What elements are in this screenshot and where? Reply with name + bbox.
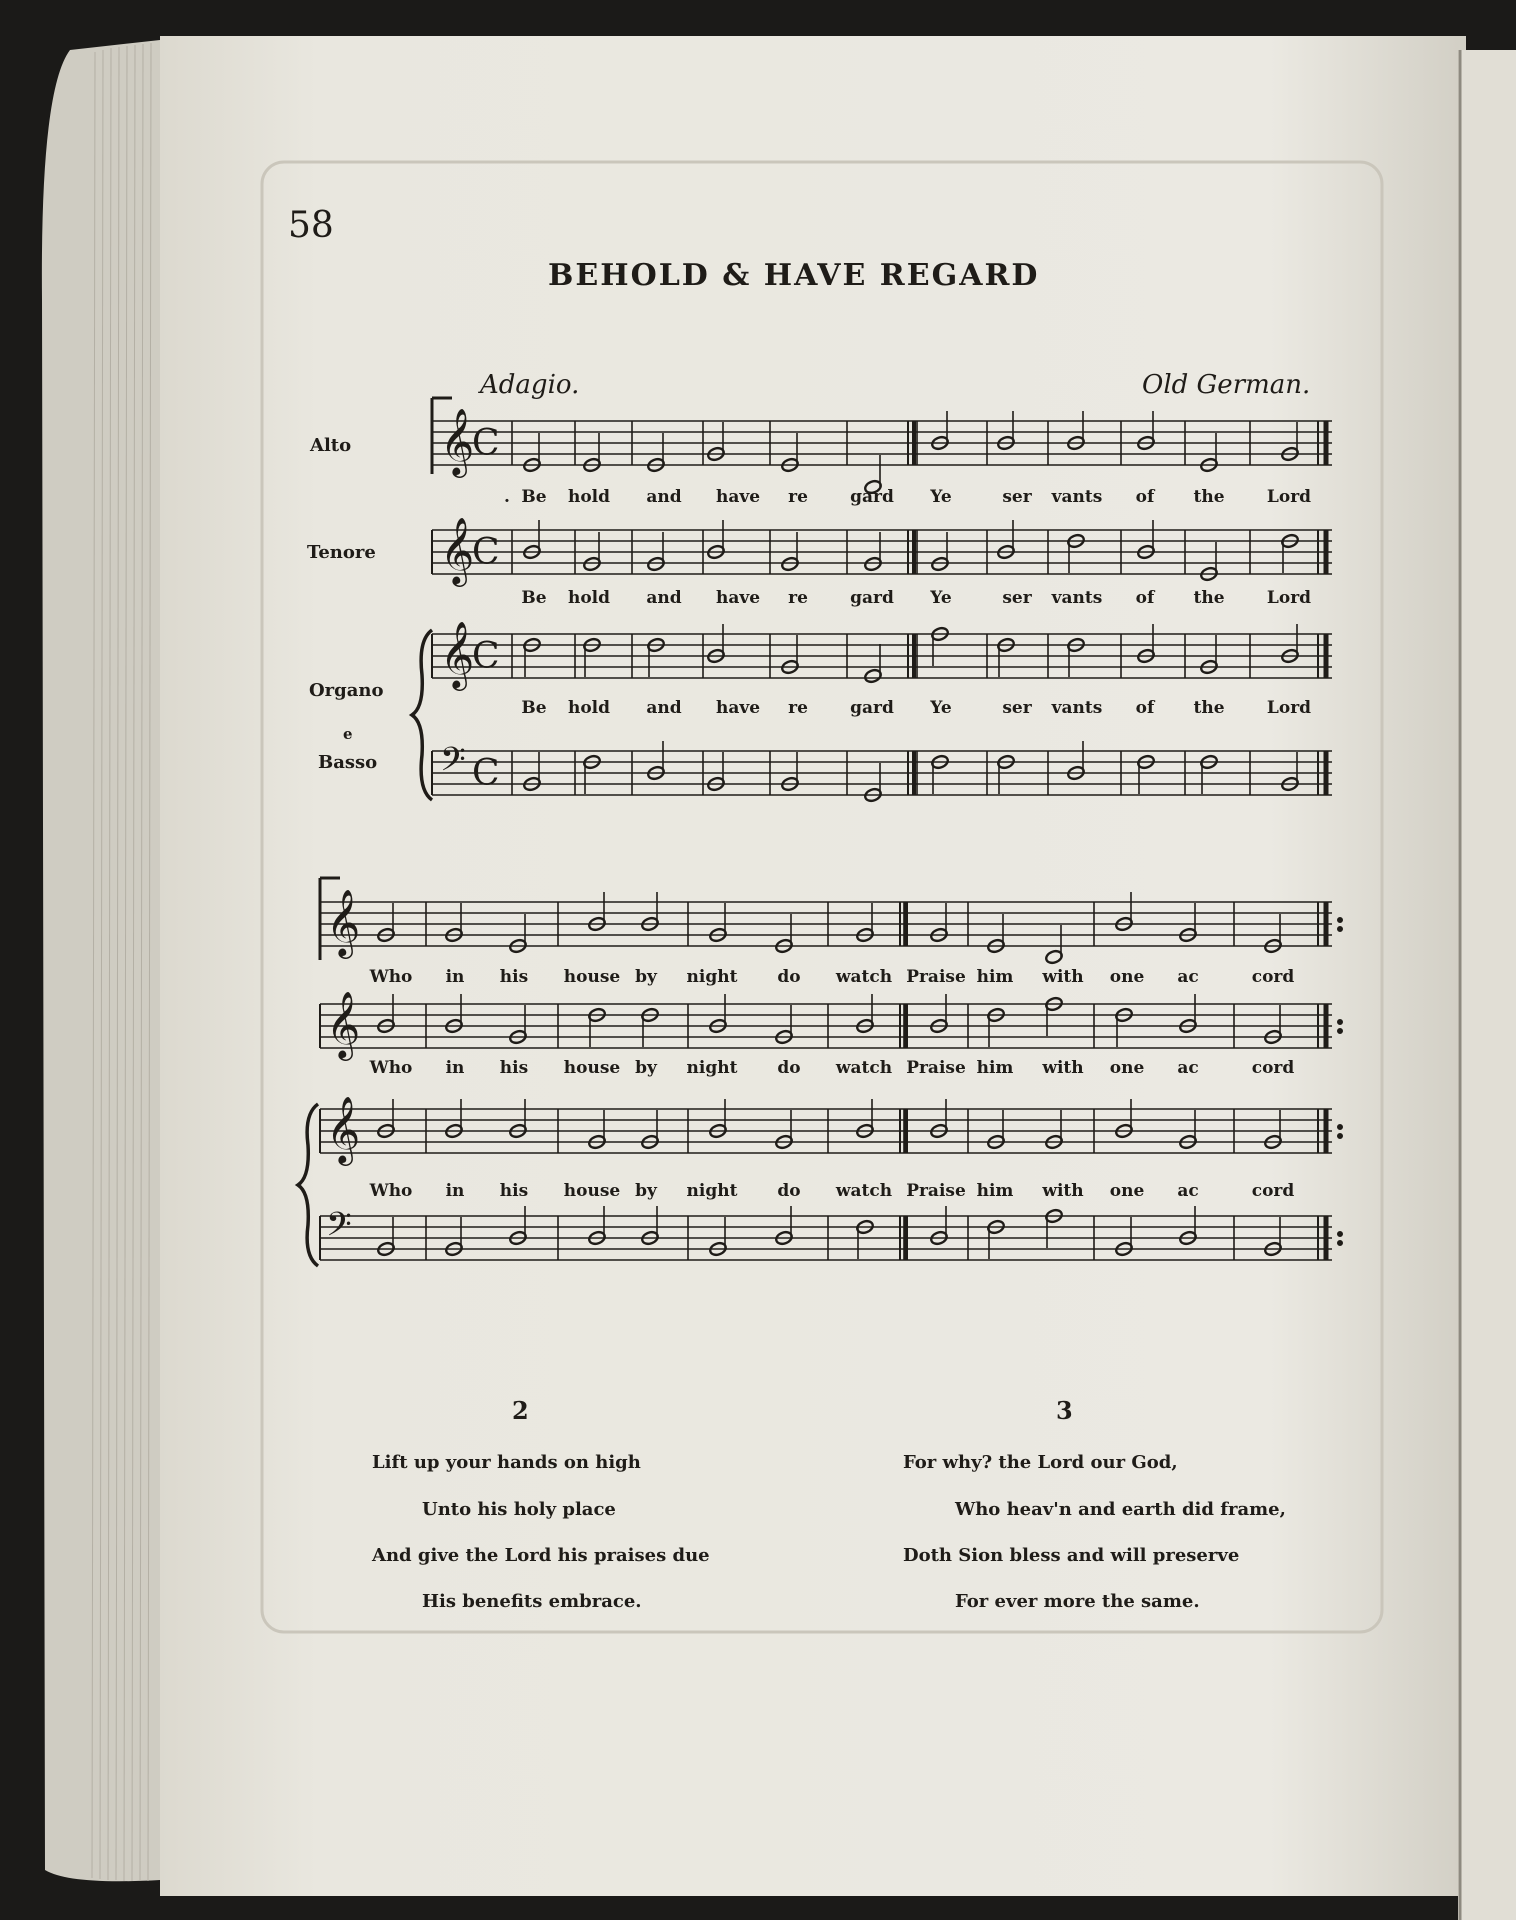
lyric-syllable: Who bbox=[369, 1181, 413, 1201]
lyric-syllable: ser bbox=[1002, 698, 1032, 718]
lyric-syllable: night bbox=[686, 967, 738, 987]
lyric-syllable: watch bbox=[835, 1181, 893, 1201]
lyric-syllable: him bbox=[976, 1058, 1014, 1078]
lyric-syllable: Praise bbox=[906, 967, 966, 987]
lyric-syllable: vants bbox=[1051, 487, 1103, 507]
lyric-syllable: one bbox=[1109, 1181, 1145, 1201]
lyric-syllable: Lord bbox=[1266, 698, 1312, 718]
lyric-syllable: Ye bbox=[930, 698, 952, 718]
lyric-syllable: house bbox=[563, 1181, 621, 1201]
lyric-syllable: do bbox=[777, 1058, 801, 1078]
verse-line: Doth Sion bless and will preserve bbox=[903, 1545, 1240, 1566]
treble-clef: 𝄞 bbox=[440, 516, 475, 584]
lyric-syllable: Ye bbox=[930, 588, 952, 608]
part-label-tenore: Tenore bbox=[307, 542, 376, 563]
lyric-syllable: have bbox=[715, 698, 761, 718]
lyric-syllable: of bbox=[1135, 487, 1155, 507]
common-time-signature: C bbox=[472, 636, 500, 677]
lyric-syllable: by bbox=[635, 967, 657, 987]
lyric-syllable: vants bbox=[1051, 588, 1103, 608]
part-label-organo: Organo bbox=[309, 680, 384, 701]
lyric-syllable: re bbox=[788, 487, 808, 507]
lyric-syllable: one bbox=[1109, 967, 1145, 987]
common-time-signature: C bbox=[472, 532, 500, 573]
lyric-syllable: re bbox=[788, 588, 808, 608]
lyric-syllable: hold bbox=[567, 698, 611, 718]
lyric-syllable: house bbox=[563, 1058, 621, 1078]
lyric-syllable: gard bbox=[850, 698, 894, 718]
lyric-syllable: night bbox=[686, 1181, 738, 1201]
lyric-syllable: and bbox=[646, 698, 682, 718]
lyric-syllable: Be bbox=[521, 698, 547, 718]
lyric-syllable: hold bbox=[567, 588, 611, 608]
lyric-syllable: hold bbox=[567, 487, 611, 507]
lyric-syllable: by bbox=[635, 1181, 657, 1201]
lyric-syllable: Praise bbox=[906, 1181, 966, 1201]
lyric-syllable: ac bbox=[1177, 1058, 1199, 1078]
lyric-syllable: gard bbox=[850, 588, 894, 608]
lyric-syllable: in bbox=[445, 1058, 465, 1078]
lyric-syllable: re bbox=[788, 698, 808, 718]
lyric-syllable: . bbox=[504, 487, 510, 507]
lyric-syllable: with bbox=[1042, 1058, 1084, 1078]
lyric-syllable: the bbox=[1193, 698, 1225, 718]
facing-page bbox=[1458, 50, 1516, 1920]
lyric-syllable: and bbox=[646, 588, 682, 608]
lyric-syllable: Lord bbox=[1266, 487, 1312, 507]
lyric-syllable: of bbox=[1135, 698, 1155, 718]
lyric-syllable: Be bbox=[521, 588, 547, 608]
lyric-syllable: Be bbox=[521, 487, 547, 507]
treble-clef: 𝄞 bbox=[326, 1095, 361, 1163]
verse-line: For why? the Lord our God, bbox=[903, 1452, 1178, 1473]
lyric-syllable: him bbox=[976, 967, 1014, 987]
lyric-syllable: vants bbox=[1051, 698, 1103, 718]
treble-clef: 𝄞 bbox=[440, 620, 475, 688]
lyric-syllable: and bbox=[646, 487, 682, 507]
lyric-syllable: Lord bbox=[1266, 588, 1312, 608]
common-time-signature: C bbox=[472, 753, 500, 794]
lyric-syllable: Ye bbox=[930, 487, 952, 507]
composer-credit: Old German. bbox=[1142, 370, 1311, 400]
repeat-dot bbox=[1338, 1232, 1343, 1237]
repeat-dot bbox=[1338, 1134, 1343, 1139]
repeat-dot bbox=[1338, 1029, 1343, 1034]
lyric-syllable: watch bbox=[835, 967, 893, 987]
lyric-syllable: ser bbox=[1002, 588, 1032, 608]
lyric-syllable: watch bbox=[835, 1058, 893, 1078]
lyric-syllable: ac bbox=[1177, 1181, 1199, 1201]
lyric-syllable: ac bbox=[1177, 967, 1199, 987]
treble-clef: 𝄞 bbox=[326, 888, 361, 956]
page-number: 58 bbox=[288, 205, 334, 246]
treble-clef: 𝄞 bbox=[440, 407, 475, 475]
lyric-syllable: have bbox=[715, 588, 761, 608]
verse-number: 2 bbox=[512, 1396, 529, 1425]
lyric-syllable: his bbox=[499, 967, 529, 987]
verse-line: Who heav'n and earth did frame, bbox=[955, 1499, 1286, 1520]
lyric-syllable: night bbox=[686, 1058, 738, 1078]
lyric-syllable: his bbox=[499, 1181, 529, 1201]
lyric-syllable: ser bbox=[1002, 487, 1032, 507]
lyric-syllable: Who bbox=[369, 1058, 413, 1078]
lyric-syllable: Praise bbox=[906, 1058, 966, 1078]
repeat-dot bbox=[1338, 918, 1343, 923]
lyric-syllable: by bbox=[635, 1058, 657, 1078]
lyric-syllable: cord bbox=[1251, 1181, 1295, 1201]
lyric-syllable: him bbox=[976, 1181, 1014, 1201]
part-label-e: e bbox=[343, 725, 353, 743]
verse-line: And give the Lord his praises due bbox=[372, 1545, 710, 1566]
repeat-dot bbox=[1338, 1020, 1343, 1025]
tempo-marking: Adagio. bbox=[480, 370, 580, 400]
lyric-syllable: in bbox=[445, 1181, 465, 1201]
lyric-syllable: cord bbox=[1251, 967, 1295, 987]
verse-line: Lift up your hands on high bbox=[372, 1452, 641, 1473]
lyric-syllable: one bbox=[1109, 1058, 1145, 1078]
lyric-syllable: his bbox=[499, 1058, 529, 1078]
lyric-syllable: Who bbox=[369, 967, 413, 987]
part-label-alto: Alto bbox=[310, 435, 352, 456]
verse-line: His benefits embrace. bbox=[422, 1591, 642, 1612]
lyric-syllable: the bbox=[1193, 588, 1225, 608]
lyric-syllable: do bbox=[777, 967, 801, 987]
bass-clef: 𝄢 bbox=[440, 741, 466, 787]
lyric-syllable: gard bbox=[850, 487, 894, 507]
repeat-dot bbox=[1338, 927, 1343, 932]
verse-line: Unto his holy place bbox=[422, 1499, 616, 1520]
lyric-syllable: with bbox=[1042, 967, 1084, 987]
lyric-syllable: the bbox=[1193, 487, 1225, 507]
repeat-dot bbox=[1338, 1241, 1343, 1246]
lyric-syllable: with bbox=[1042, 1181, 1084, 1201]
lyric-syllable: have bbox=[715, 487, 761, 507]
lyric-syllable: house bbox=[563, 967, 621, 987]
part-label-basso: Basso bbox=[318, 752, 378, 773]
lyric-syllable: cord bbox=[1251, 1058, 1295, 1078]
verse-number: 3 bbox=[1056, 1396, 1073, 1425]
treble-clef: 𝄞 bbox=[326, 990, 361, 1058]
repeat-dot bbox=[1338, 1125, 1343, 1130]
verse-line: For ever more the same. bbox=[955, 1591, 1200, 1612]
lyric-syllable: in bbox=[445, 967, 465, 987]
lyric-syllable: do bbox=[777, 1181, 801, 1201]
common-time-signature: C bbox=[472, 423, 500, 464]
page-title: BEHOLD & HAVE REGARD bbox=[548, 258, 1040, 293]
lyric-syllable: of bbox=[1135, 588, 1155, 608]
page bbox=[160, 36, 1466, 1896]
bass-clef: 𝄢 bbox=[326, 1206, 352, 1252]
